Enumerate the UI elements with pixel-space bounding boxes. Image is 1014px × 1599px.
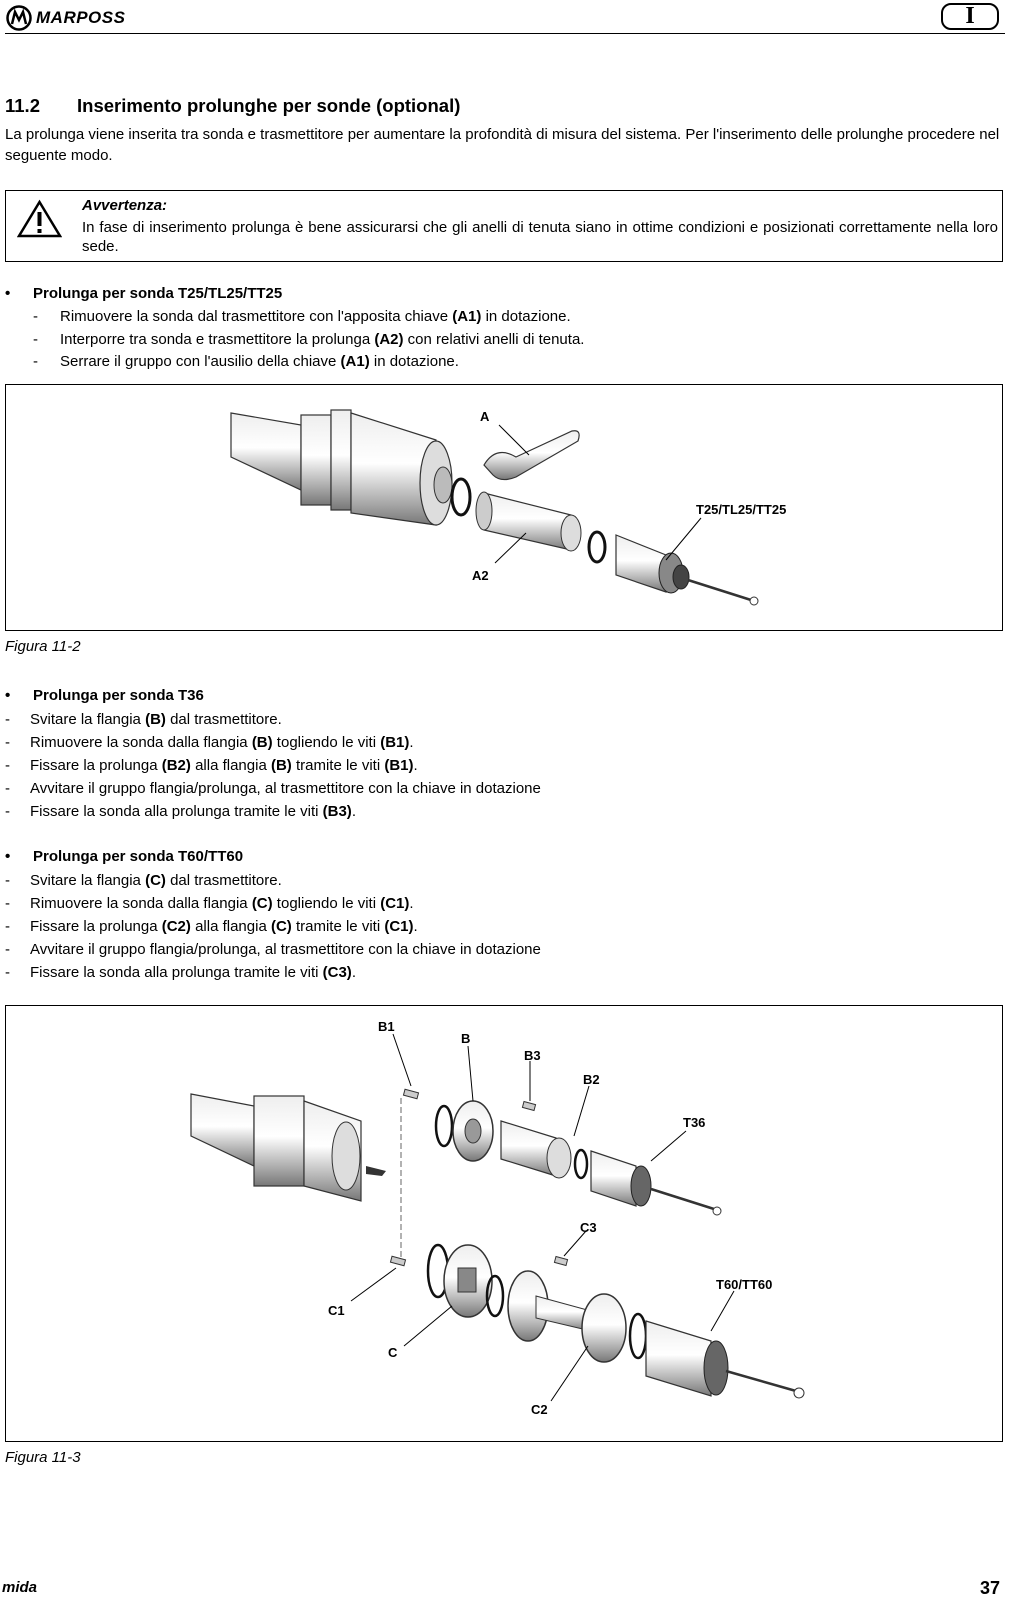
figure-11-3-drawing bbox=[6, 1006, 1002, 1441]
section-title-text: Inserimento prolunghe per sonde (optional) bbox=[77, 95, 461, 116]
label-c1: C1 bbox=[328, 1303, 345, 1318]
reference-code: (C2) bbox=[161, 918, 191, 935]
item-text: Avvitare il gruppo flangia/prolunga, al trasmettitore con la chiave in dotazione bbox=[30, 780, 541, 797]
item-text: . bbox=[409, 895, 414, 912]
reference-code: (C1) bbox=[380, 895, 410, 912]
page-number: 37 bbox=[980, 1578, 1001, 1598]
label-b1: B1 bbox=[378, 1019, 395, 1034]
item-text: Fissare la prolunga bbox=[30, 757, 162, 774]
list3-heading: • Prolunga per sonda T60/TT60 bbox=[5, 848, 244, 865]
figure-11-3 bbox=[5, 1005, 1003, 1442]
reference-code: (C) bbox=[145, 872, 166, 889]
list1-heading-text: Prolunga per sonda T25/TL25/TT25 bbox=[33, 285, 283, 302]
list-dash: - bbox=[33, 308, 38, 325]
list-dash: - bbox=[5, 895, 10, 912]
item-text: Svitare la flangia bbox=[30, 711, 146, 728]
list1-item bbox=[33, 352, 459, 372]
item-text: tramite le viti bbox=[291, 918, 385, 935]
list3-item bbox=[5, 940, 541, 960]
list-dash: - bbox=[5, 803, 10, 820]
reference-code: (C) bbox=[270, 918, 292, 935]
reference-code: (C1) bbox=[384, 918, 414, 935]
item-text: Rimuovere la sonda dalla flangia bbox=[30, 895, 252, 912]
reference-code: (B3) bbox=[322, 803, 352, 820]
reference-code: (B2) bbox=[161, 757, 191, 774]
list3-heading-text: Prolunga per sonda T60/TT60 bbox=[33, 848, 244, 865]
figure-11-2-caption: Figura 11-2 bbox=[5, 638, 81, 655]
item-text: Rimuovere la sonda dalla flangia bbox=[30, 734, 252, 751]
list2-item bbox=[5, 779, 541, 799]
list2-item bbox=[5, 733, 414, 753]
list2-heading: • Prolunga per sonda T36 bbox=[5, 687, 204, 704]
item-text: . bbox=[413, 757, 418, 774]
item-text: . bbox=[351, 964, 356, 981]
list3-item bbox=[5, 917, 418, 937]
item-text: dal trasmettitore. bbox=[165, 711, 282, 728]
label-a: A bbox=[480, 409, 490, 424]
label-c: C bbox=[388, 1345, 398, 1360]
warning-box bbox=[5, 190, 1003, 262]
item-text: Serrare il gruppo con l'ausilio della chiave bbox=[60, 353, 341, 370]
list1-item bbox=[33, 307, 571, 327]
list-dash: - bbox=[5, 757, 10, 774]
list1-heading: • Prolunga per sonda T25/TL25/TT25 bbox=[5, 285, 283, 302]
warning-title: Avvertenza: bbox=[82, 197, 168, 214]
reference-code: (C3) bbox=[322, 964, 352, 981]
label-b: B bbox=[461, 1031, 471, 1046]
list3-item bbox=[5, 871, 282, 891]
warning-text: In fase di inserimento prolunga è bene assicurarsi che gli anelli di tenuta siano in ottime condizioni e posizionati correttamente nella loro sede. bbox=[82, 219, 998, 255]
item-text: Avvitare il gruppo flangia/prolunga, al trasmettitore con la chiave in dotazione bbox=[30, 941, 541, 958]
figure-11-2 bbox=[5, 384, 1003, 631]
reference-code: (A1) bbox=[452, 308, 482, 325]
list-dash: - bbox=[5, 711, 10, 728]
figure-11-2-drawing bbox=[6, 385, 1002, 630]
item-text: alla flangia bbox=[190, 918, 271, 935]
label-t36: T36 bbox=[683, 1115, 706, 1130]
item-text: Fissare la prolunga bbox=[30, 918, 162, 935]
reference-code: (B) bbox=[145, 711, 166, 728]
item-text: togliendo le viti bbox=[272, 895, 381, 912]
item-text: tramite le viti bbox=[291, 757, 385, 774]
list2-item bbox=[5, 802, 356, 822]
figure-11-3-caption: Figura 11-3 bbox=[5, 1449, 81, 1466]
item-text: Fissare la sonda alla prolunga tramite le viti bbox=[30, 964, 323, 981]
list-dash: - bbox=[5, 872, 10, 889]
item-text: in dotazione. bbox=[481, 308, 571, 325]
item-text: Rimuovere la sonda dal trasmettitore con l'apposita chiave bbox=[60, 308, 453, 325]
list-dash: - bbox=[5, 941, 10, 958]
item-text: togliendo le viti bbox=[272, 734, 381, 751]
language-badge: I bbox=[941, 3, 999, 30]
reference-code: (B1) bbox=[384, 757, 414, 774]
list-dash: - bbox=[33, 353, 38, 370]
item-text: . bbox=[409, 734, 414, 751]
intro-paragraph: La prolunga viene inserita tra sonda e trasmettitore per aumentare la profondità di misura del sistema. Per l'inserimento delle prolunghe procedere nel seguente modo. bbox=[5, 126, 1000, 164]
list2-item bbox=[5, 756, 418, 776]
list3-item bbox=[5, 963, 356, 983]
marposs-logo-icon bbox=[6, 5, 32, 31]
list2-item bbox=[5, 710, 282, 730]
list-dash: - bbox=[5, 734, 10, 751]
reference-code: (A2) bbox=[374, 330, 404, 348]
list-dash: - bbox=[33, 330, 38, 348]
label-c2: C2 bbox=[531, 1402, 548, 1417]
reference-code: (B1) bbox=[380, 734, 410, 751]
item-text: Svitare la flangia bbox=[30, 872, 146, 889]
label-t25: T25/TL25/TT25 bbox=[696, 502, 787, 517]
label-a2: A2 bbox=[472, 568, 489, 583]
label-c3: C3 bbox=[580, 1220, 597, 1235]
section-title bbox=[5, 95, 460, 117]
header-divider bbox=[5, 33, 1005, 34]
item-text: con relativi anelli di tenuta. bbox=[403, 330, 585, 348]
brand-name: MARPOSS bbox=[36, 8, 126, 27]
list3-item bbox=[5, 894, 414, 914]
list2-heading-text: Prolunga per sonda T36 bbox=[33, 687, 204, 704]
list-dash: - bbox=[5, 964, 10, 981]
item-text: alla flangia bbox=[190, 757, 271, 774]
reference-code: (A1) bbox=[340, 353, 370, 370]
label-b2: B2 bbox=[583, 1072, 600, 1087]
footer-product: mida bbox=[2, 1579, 38, 1596]
reference-code: (B) bbox=[270, 757, 292, 774]
list-dash: - bbox=[5, 780, 10, 797]
item-text: Fissare la sonda alla prolunga tramite le viti bbox=[30, 803, 323, 820]
reference-code: (B) bbox=[251, 734, 273, 751]
item-text: in dotazione. bbox=[369, 353, 459, 370]
warning-icon bbox=[17, 199, 62, 239]
list-dash: - bbox=[5, 918, 10, 935]
item-text: . bbox=[351, 803, 356, 820]
item-text: dal trasmettitore. bbox=[165, 872, 282, 889]
label-b3: B3 bbox=[524, 1048, 541, 1063]
label-t60: T60/TT60 bbox=[716, 1277, 773, 1292]
item-text: Interporre tra sonda e trasmettitore la prolunga bbox=[60, 330, 375, 348]
section-number: 11.2 bbox=[5, 95, 40, 116]
reference-code: (C) bbox=[251, 895, 273, 912]
list1-item bbox=[33, 330, 584, 350]
marposs-logo bbox=[6, 4, 125, 32]
item-text: . bbox=[413, 918, 418, 935]
